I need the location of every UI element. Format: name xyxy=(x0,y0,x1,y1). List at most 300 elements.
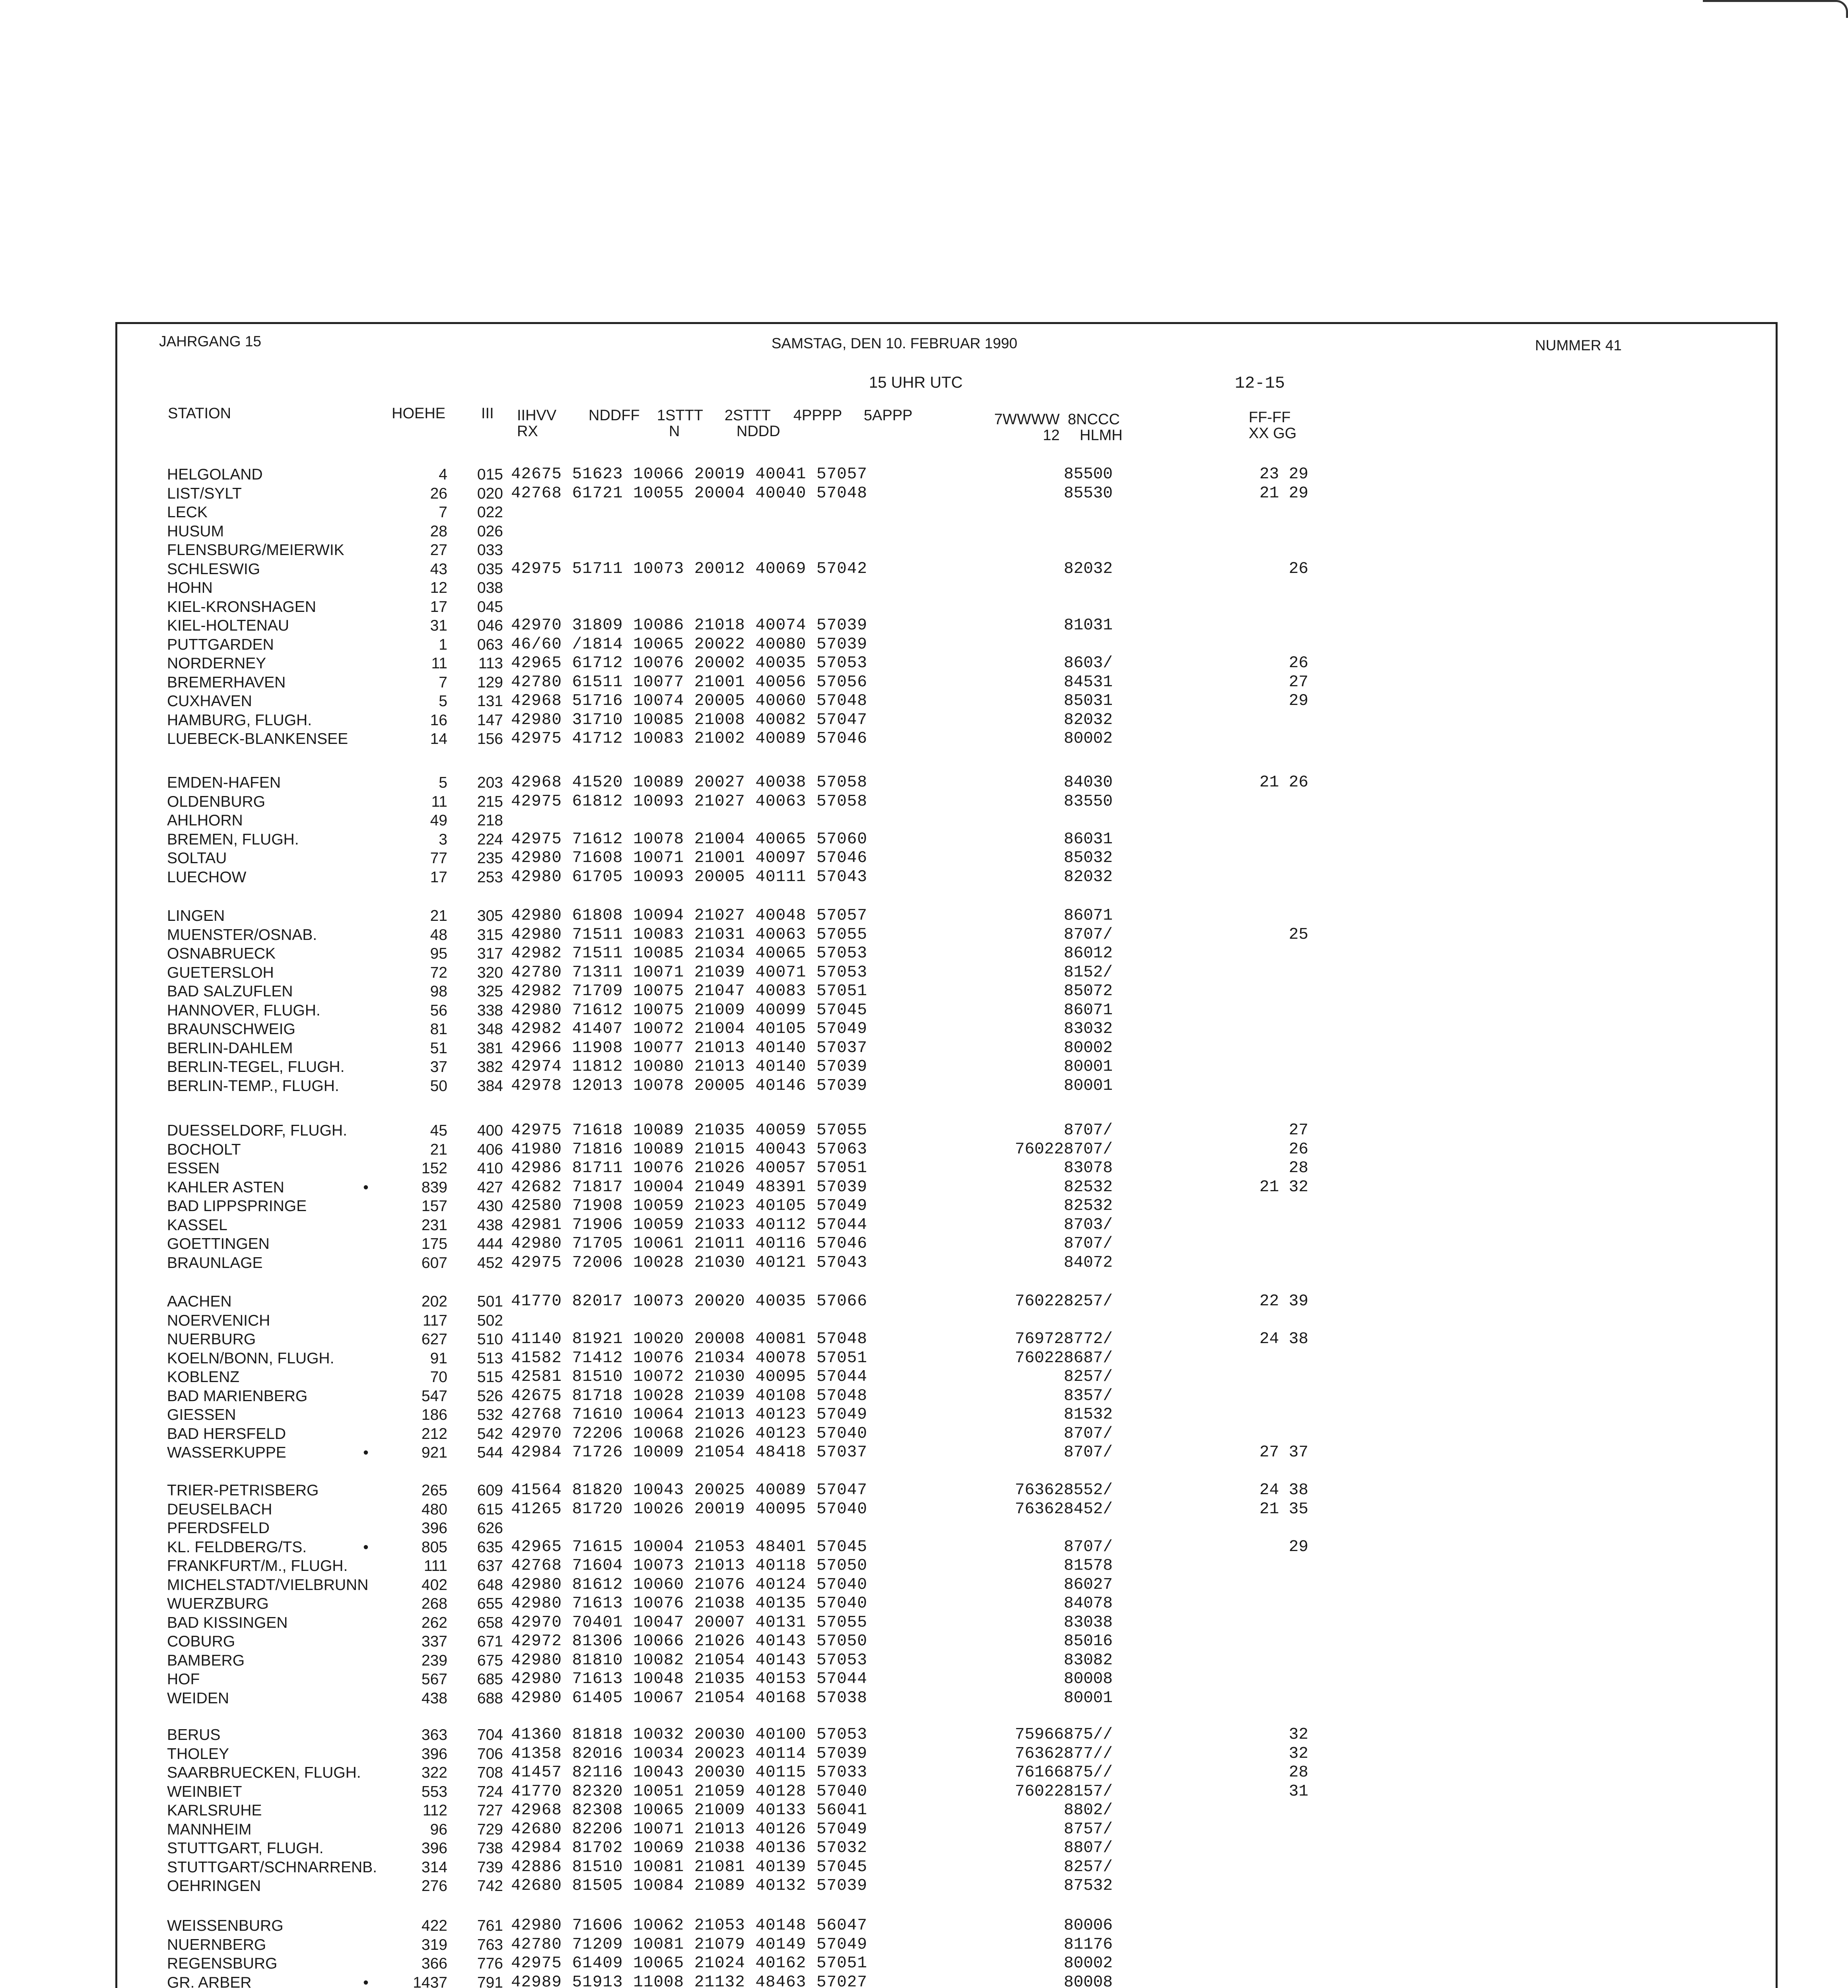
cell-hoehe: 11 xyxy=(431,655,447,672)
cell-g8: 80002 xyxy=(1064,1954,1113,1972)
cell-iii: 444 xyxy=(477,1235,503,1252)
cell-mark: • xyxy=(363,1178,369,1196)
table-row xyxy=(0,1368,1848,1386)
cell-iii: 544 xyxy=(477,1444,503,1461)
cell-iii: 704 xyxy=(477,1726,503,1743)
cell-code: 42974 11812 10080 21013 40140 57039 xyxy=(511,1058,868,1076)
observation-time: 15 UHR UTC xyxy=(869,374,963,391)
cell-g7: 76362 xyxy=(1014,1481,1064,1499)
cell-code: 41564 81820 10043 20025 40089 57047 xyxy=(511,1481,868,1499)
cell-g8: 85032 xyxy=(1064,849,1113,867)
cell-code: 42980 61405 10067 21054 40168 57038 xyxy=(511,1689,868,1707)
cell-iii: 320 xyxy=(477,964,503,981)
cell-hoehe: 70 xyxy=(430,1369,447,1386)
cell-code: 42970 72206 10068 21026 40123 57040 xyxy=(511,1424,868,1443)
cell-code: 42980 81612 10060 21076 40124 57040 xyxy=(511,1575,868,1594)
cell-station: KIEL-HOLTENAU xyxy=(167,617,290,634)
table-row xyxy=(0,1745,1848,1763)
table-row xyxy=(0,830,1848,849)
cell-ff: 21 26 xyxy=(1259,773,1308,792)
table-row xyxy=(0,1425,1848,1443)
cell-hoehe: 268 xyxy=(421,1595,447,1612)
cell-code: 42675 51623 10066 20019 40041 57057 xyxy=(511,465,868,483)
cell-hoehe: 202 xyxy=(421,1293,447,1310)
cell-code: 41358 82016 10034 20023 40114 57039 xyxy=(511,1744,868,1763)
cell-station: BAD KISSINGEN xyxy=(167,1614,288,1631)
cell-station: KIEL-KRONSHAGEN xyxy=(167,598,316,615)
cell-hoehe: 319 xyxy=(421,1936,447,1953)
cell-station: DUESSELDORF, FLUGH. xyxy=(167,1122,347,1139)
cell-code: 41140 81921 10020 20008 40081 57048 xyxy=(511,1330,868,1348)
cell-station: BAD LIPPSPRINGE xyxy=(167,1198,307,1215)
cell-hoehe: 422 xyxy=(421,1917,447,1934)
cell-ff: 26 xyxy=(1288,654,1308,672)
cell-ff: 28 xyxy=(1288,1159,1308,1177)
col-hoehe: HOEHE xyxy=(392,405,446,422)
table-row xyxy=(0,811,1848,830)
cell-station: AHLHORN xyxy=(167,812,243,829)
cell-station: OLDENBURG xyxy=(167,793,266,810)
cell-hoehe: 81 xyxy=(430,1021,447,1038)
cell-iii: 430 xyxy=(477,1198,503,1215)
cell-code: 42780 71209 10081 21079 40149 57049 xyxy=(511,1935,868,1954)
cell-hoehe: 28 xyxy=(430,522,447,540)
cell-code: 42965 61712 10076 20002 40035 57053 xyxy=(511,654,868,672)
cell-code: 42984 81702 10069 21038 40136 57032 xyxy=(511,1839,868,1857)
cell-g8: 85016 xyxy=(1064,1632,1113,1650)
cell-iii: 526 xyxy=(477,1387,503,1405)
cell-hoehe: 112 xyxy=(422,1802,447,1819)
cell-g8: 8707/ xyxy=(1064,925,1113,944)
cell-code: 42980 71705 10061 21011 40116 57046 xyxy=(511,1235,868,1253)
cell-code: 42966 11908 10077 21013 40140 57037 xyxy=(511,1039,868,1057)
cell-code: 42975 61409 10065 21024 40162 57051 xyxy=(511,1954,868,1972)
cell-code: 42780 71311 10071 21039 40071 57053 xyxy=(511,963,868,982)
table-row xyxy=(0,503,1848,522)
table-row xyxy=(0,1916,1848,1935)
cell-station: AACHEN xyxy=(167,1293,232,1310)
cell-g8: 8772/ xyxy=(1064,1330,1113,1348)
cell-iii: 046 xyxy=(477,617,503,634)
cell-g7: 76022 xyxy=(1014,1292,1064,1310)
cell-g8: 875// xyxy=(1064,1726,1113,1744)
cell-g7: 76362 xyxy=(1014,1500,1064,1518)
table-row xyxy=(0,1121,1848,1140)
cell-code: 41980 71816 10089 21015 40043 57063 xyxy=(511,1140,868,1159)
cell-g8: 8257/ xyxy=(1064,1292,1113,1310)
cell-ff: 21 35 xyxy=(1259,1500,1308,1518)
cell-hoehe: 51 xyxy=(430,1039,447,1057)
cell-hoehe: 396 xyxy=(421,1840,447,1857)
cell-iii: 384 xyxy=(477,1077,503,1095)
cell-code: 42768 61721 10055 20004 40040 57048 xyxy=(511,484,868,503)
table-row xyxy=(0,1557,1848,1575)
cell-station: FLENSBURG/MEIERWIK xyxy=(167,542,344,559)
cell-code: 42980 31710 10085 21008 40082 57047 xyxy=(511,711,868,729)
cell-hoehe: 56 xyxy=(430,1002,447,1019)
cell-g8: 82032 xyxy=(1064,711,1113,729)
cell-iii: 763 xyxy=(477,1936,503,1953)
cell-station: NOERVENICH xyxy=(167,1312,270,1329)
cell-station: GOETTINGEN xyxy=(167,1235,270,1252)
cell-hoehe: 50 xyxy=(430,1077,447,1095)
cell-hoehe: 157 xyxy=(421,1198,447,1215)
cell-code: 41265 81720 10026 20019 40095 57040 xyxy=(511,1500,868,1518)
cell-station: REGENSBURG xyxy=(167,1955,278,1972)
table-row xyxy=(0,849,1848,868)
cell-iii: 761 xyxy=(477,1917,503,1934)
cell-station: BAD HERSFELD xyxy=(167,1425,286,1442)
cell-code: 41770 82320 10051 21059 40128 57040 xyxy=(511,1782,868,1801)
cell-iii: 729 xyxy=(477,1821,503,1838)
col-ffff: FF-FF XX GG xyxy=(1249,409,1297,442)
cell-hoehe: 607 xyxy=(421,1254,447,1272)
cell-hoehe: 627 xyxy=(421,1331,447,1348)
cell-hoehe: 276 xyxy=(421,1877,447,1895)
cell-g8: 86012 xyxy=(1064,944,1113,963)
cell-iii: 315 xyxy=(477,926,503,944)
cell-ff: 32 xyxy=(1288,1726,1308,1744)
cell-code: 42886 81510 10081 21081 40139 57045 xyxy=(511,1858,868,1876)
cell-hoehe: 262 xyxy=(421,1614,447,1631)
cell-code: 42581 81510 10072 21030 40095 57044 xyxy=(511,1368,868,1386)
cell-hoehe: 16 xyxy=(430,711,447,729)
cell-g8: 84531 xyxy=(1064,673,1113,691)
table-row xyxy=(0,1178,1848,1197)
cell-iii: 502 xyxy=(477,1312,503,1329)
table-row xyxy=(0,541,1848,559)
cell-code: 42968 51716 10074 20005 40060 57048 xyxy=(511,692,868,710)
cell-code: 42975 51711 10073 20012 40069 57042 xyxy=(511,559,868,578)
cell-g8: 86071 xyxy=(1064,907,1113,925)
cell-g8: 8157/ xyxy=(1064,1782,1113,1801)
issue-number: NUMMER 41 xyxy=(1535,337,1622,353)
cell-code: 42768 71610 10064 21013 40123 57049 xyxy=(511,1406,868,1424)
cell-g7: 76022 xyxy=(1014,1782,1064,1801)
cell-hoehe: 21 xyxy=(430,1141,447,1158)
cell-g7: 76022 xyxy=(1014,1140,1064,1159)
cell-code: 42680 81505 10084 21089 40132 57039 xyxy=(511,1877,868,1895)
cell-iii: 776 xyxy=(477,1955,503,1972)
cell-hoehe: 72 xyxy=(430,964,447,981)
cell-station: PFERDSFELD xyxy=(167,1520,270,1537)
cell-iii: 147 xyxy=(477,711,503,729)
cell-hoehe: 5 xyxy=(439,693,447,710)
cell-code: 42980 71606 10062 21053 40148 56047 xyxy=(511,1916,868,1935)
cell-station: SAARBRUECKEN, FLUGH. xyxy=(167,1764,361,1781)
cell-g8: 8707/ xyxy=(1064,1235,1113,1253)
cell-g8: 80001 xyxy=(1064,1689,1113,1707)
cell-hoehe: 26 xyxy=(430,485,447,502)
cell-g8: 83032 xyxy=(1064,1020,1113,1038)
cell-g8: 8687/ xyxy=(1064,1349,1113,1367)
cell-hoehe: 839 xyxy=(421,1178,447,1196)
table-row xyxy=(0,1954,1848,1973)
cell-station: MANNHEIM xyxy=(167,1821,252,1838)
cell-code: 42968 82308 10065 21009 40133 56041 xyxy=(511,1801,868,1819)
cell-hoehe: 17 xyxy=(430,868,447,886)
cell-g8: 8603/ xyxy=(1064,654,1113,672)
cell-station: BAD MARIENBERG xyxy=(167,1387,308,1405)
cell-code: 42975 71612 10078 21004 40065 57060 xyxy=(511,830,868,848)
cell-code: 42980 61705 10093 20005 40111 57043 xyxy=(511,868,868,886)
cell-iii: 406 xyxy=(477,1141,503,1158)
cell-g8: 84078 xyxy=(1064,1594,1113,1613)
cell-iii: 215 xyxy=(477,793,503,810)
cell-code: 42968 41520 10089 20027 40038 57058 xyxy=(511,773,868,792)
cell-code: 41770 82017 10073 20020 40035 57066 xyxy=(511,1292,868,1310)
cell-station: BOCHOLT xyxy=(167,1141,241,1158)
col-station: STATION xyxy=(168,405,231,422)
cell-g8: 875// xyxy=(1064,1763,1113,1782)
table-row xyxy=(0,1500,1848,1519)
cell-hoehe: 438 xyxy=(421,1689,447,1707)
table-row xyxy=(0,711,1848,730)
cell-station: NORDERNEY xyxy=(167,655,266,672)
cell-code: 42980 71613 10076 21038 40135 57040 xyxy=(511,1594,868,1613)
cell-station: KL. FELDBERG/TS. xyxy=(167,1538,307,1556)
cell-g7: 76362 xyxy=(1014,1744,1064,1763)
cell-g8: 8257/ xyxy=(1064,1368,1113,1386)
cell-code: 42982 71709 10075 21047 40083 57051 xyxy=(511,982,868,1000)
cell-hoehe: 7 xyxy=(439,674,447,691)
cell-ff: 21 29 xyxy=(1259,484,1308,503)
cell-code: 41457 82116 10043 20030 40115 57033 xyxy=(511,1763,868,1782)
table-row xyxy=(0,1782,1848,1801)
cell-g8: 8707/ xyxy=(1064,1538,1113,1556)
cell-hoehe: 48 xyxy=(430,926,447,944)
cell-hoehe: 402 xyxy=(421,1576,447,1594)
cell-iii: 671 xyxy=(477,1633,503,1650)
cell-g8: 82532 xyxy=(1064,1178,1113,1196)
cell-ff: 24 38 xyxy=(1259,1481,1308,1499)
cell-g8: 81176 xyxy=(1064,1935,1113,1954)
cell-iii: 615 xyxy=(477,1501,503,1518)
cell-station: NUERNBERG xyxy=(167,1936,266,1953)
table-row xyxy=(0,982,1848,1001)
table-row xyxy=(0,1839,1848,1858)
table-row xyxy=(0,1292,1848,1311)
cell-iii: 045 xyxy=(477,598,503,615)
cell-g8: 83082 xyxy=(1064,1651,1113,1670)
cell-iii: 724 xyxy=(477,1783,503,1800)
table-row xyxy=(0,522,1848,541)
cell-hoehe: 805 xyxy=(421,1538,447,1556)
col-1sttt: 1STTT N xyxy=(657,407,703,440)
cell-g8: 83038 xyxy=(1064,1613,1113,1632)
cell-hoehe: 111 xyxy=(424,1557,447,1574)
cell-g8: 84030 xyxy=(1064,773,1113,792)
cell-iii: 513 xyxy=(477,1349,503,1367)
table-row xyxy=(0,1216,1848,1235)
cell-iii: 129 xyxy=(477,674,503,691)
cell-g8: 8707/ xyxy=(1064,1140,1113,1159)
cell-station: THOLEY xyxy=(167,1745,229,1763)
cell-hoehe: 152 xyxy=(421,1160,447,1177)
cell-hoehe: 175 xyxy=(421,1235,447,1252)
cell-iii: 510 xyxy=(477,1331,503,1348)
cell-hoehe: 7 xyxy=(439,504,447,521)
table-row xyxy=(0,1613,1848,1632)
cell-station: BREMERHAVEN xyxy=(167,674,286,691)
cell-code: 41582 71412 10076 21034 40078 57051 xyxy=(511,1349,868,1367)
cell-hoehe: 98 xyxy=(430,983,447,1000)
cell-iii: 637 xyxy=(477,1557,503,1574)
cell-station: BRAUNSCHWEIG xyxy=(167,1021,295,1038)
cell-iii: 325 xyxy=(477,983,503,1000)
cell-station: LIST/SYLT xyxy=(167,485,242,502)
table-row xyxy=(0,1801,1848,1820)
cell-iii: 675 xyxy=(477,1652,503,1669)
cell-ff: 26 xyxy=(1288,1140,1308,1159)
cell-g8: 80002 xyxy=(1064,1039,1113,1057)
cell-iii: 338 xyxy=(477,1002,503,1019)
cell-g8: 85530 xyxy=(1064,484,1113,503)
cell-station: STUTTGART/SCHNARRENB. xyxy=(167,1858,377,1876)
cell-hoehe: 12 xyxy=(430,579,447,596)
cell-hoehe: 117 xyxy=(422,1312,447,1329)
cell-iii: 026 xyxy=(477,522,503,540)
cell-iii: 020 xyxy=(477,485,503,502)
cell-g8: 81578 xyxy=(1064,1557,1113,1575)
cell-g8: 85031 xyxy=(1064,692,1113,710)
cell-g8: 86071 xyxy=(1064,1001,1113,1019)
cell-station: SCHLESWIG xyxy=(167,560,260,578)
cell-code: 42675 81718 10028 21039 40108 57048 xyxy=(511,1386,868,1405)
cell-code: 42978 12013 10078 20005 40146 57039 xyxy=(511,1076,868,1095)
cell-hoehe: 567 xyxy=(421,1671,447,1688)
table-row xyxy=(0,1311,1848,1330)
table-row xyxy=(0,1387,1848,1406)
cell-station: BAD SALZUFLEN xyxy=(167,983,293,1000)
cell-iii: 658 xyxy=(477,1614,503,1631)
cell-ff: 28 xyxy=(1288,1763,1308,1782)
cell-ff: 25 xyxy=(1288,925,1308,944)
cell-hoehe: 91 xyxy=(430,1349,447,1367)
table-row xyxy=(0,1020,1848,1039)
cell-g8: 82032 xyxy=(1064,868,1113,886)
cell-station: HUSUM xyxy=(167,522,224,540)
table-row xyxy=(0,1973,1848,1988)
cell-station: BERUS xyxy=(167,1726,221,1743)
cell-iii: 022 xyxy=(477,504,503,521)
cell-g7: 75966 xyxy=(1014,1726,1064,1744)
cell-ff: 32 xyxy=(1288,1744,1308,1763)
cell-station: STUTTGART, FLUGH. xyxy=(167,1840,324,1857)
cell-g8: 8807/ xyxy=(1064,1839,1113,1857)
cell-iii: 063 xyxy=(477,636,503,653)
cell-hoehe: 95 xyxy=(430,945,447,962)
cell-station: COBURG xyxy=(167,1633,235,1650)
cell-hoehe: 21 xyxy=(430,907,447,924)
cell-ff: 24 38 xyxy=(1259,1330,1308,1348)
cell-iii: 253 xyxy=(477,868,503,886)
cell-hoehe: 239 xyxy=(421,1652,447,1669)
cell-code: 42989 51913 11008 21132 48463 57027 xyxy=(511,1973,868,1988)
cell-g8: 86027 xyxy=(1064,1575,1113,1594)
cell-station: HANNOVER, FLUGH. xyxy=(167,1002,321,1019)
col-5appp: 5APPP xyxy=(864,407,913,424)
table-row xyxy=(0,1197,1848,1215)
table-row xyxy=(0,1058,1848,1076)
cell-ff: 27 37 xyxy=(1259,1443,1308,1462)
cell-station: BERLIN-DAHLEM xyxy=(167,1039,293,1057)
table-row xyxy=(0,1443,1848,1462)
cell-code: 42980 71612 10075 21009 40099 57045 xyxy=(511,1001,868,1019)
cell-station: GIESSEN xyxy=(167,1406,236,1423)
cell-station: WEIDEN xyxy=(167,1689,229,1707)
cell-iii: 381 xyxy=(477,1039,503,1057)
cell-iii: 738 xyxy=(477,1840,503,1857)
cell-station: WEISSENBURG xyxy=(167,1917,284,1934)
table-row xyxy=(0,730,1848,748)
cell-g8: 8452/ xyxy=(1064,1500,1113,1518)
cell-iii: 038 xyxy=(477,579,503,596)
cell-hoehe: 337 xyxy=(421,1633,447,1650)
table-row xyxy=(0,1481,1848,1500)
table-row xyxy=(0,1159,1848,1178)
cell-iii: 626 xyxy=(477,1520,503,1537)
table-row xyxy=(0,1001,1848,1020)
cell-hoehe: 265 xyxy=(421,1482,447,1499)
table-row xyxy=(0,560,1848,579)
cell-code: 42980 61808 10094 21027 40048 57057 xyxy=(511,907,868,925)
cell-g8: 8707/ xyxy=(1064,1424,1113,1443)
table-row xyxy=(0,773,1848,792)
cell-hoehe: 11 xyxy=(431,793,447,810)
cell-hoehe: 366 xyxy=(421,1955,447,1972)
cell-station: LINGEN xyxy=(167,907,225,924)
table-row xyxy=(0,484,1848,503)
cell-hoehe: 212 xyxy=(421,1425,447,1442)
table-row xyxy=(0,868,1848,887)
cell-station: TRIER-PETRISBERG xyxy=(167,1482,319,1499)
cell-code: 42768 71604 10073 21013 40118 57050 xyxy=(511,1557,868,1575)
cell-code: 42986 81711 10076 21026 40057 57051 xyxy=(511,1159,868,1177)
cell-code: 42965 71615 10004 21053 48401 57045 xyxy=(511,1538,868,1556)
table-row xyxy=(0,1330,1848,1349)
cell-hoehe: 3 xyxy=(439,831,447,848)
cell-g8: 83078 xyxy=(1064,1159,1113,1177)
cell-hoehe: 1 xyxy=(439,636,447,653)
table-row xyxy=(0,673,1848,692)
cell-station: MICHELSTADT/VIELBRUNN xyxy=(167,1576,369,1594)
cell-ff: 29 xyxy=(1288,692,1308,710)
cell-iii: 648 xyxy=(477,1576,503,1594)
table-row xyxy=(0,944,1848,963)
page-corner xyxy=(1703,0,1848,18)
cell-hoehe: 314 xyxy=(421,1858,447,1876)
cell-station: DEUSELBACH xyxy=(167,1501,272,1518)
cell-station: GR. ARBER xyxy=(167,1974,252,1988)
cell-g8: 8257/ xyxy=(1064,1858,1113,1876)
cell-station: MUENSTER/OSNAB. xyxy=(167,926,317,944)
cell-hoehe: 27 xyxy=(430,542,447,559)
cell-iii: 515 xyxy=(477,1369,503,1386)
cell-station: WEINBIET xyxy=(167,1783,242,1800)
cell-g8: 877// xyxy=(1064,1744,1113,1763)
cell-iii: 224 xyxy=(477,831,503,848)
cell-iii: 688 xyxy=(477,1689,503,1707)
cell-iii: 501 xyxy=(477,1293,503,1310)
cell-iii: 203 xyxy=(477,774,503,791)
table-row xyxy=(0,1877,1848,1895)
cell-iii: 727 xyxy=(477,1802,503,1819)
table-row xyxy=(0,1594,1848,1613)
cell-hoehe: 14 xyxy=(430,730,447,747)
cell-station: KOBLENZ xyxy=(167,1369,240,1386)
cell-g8: 8552/ xyxy=(1064,1481,1113,1499)
